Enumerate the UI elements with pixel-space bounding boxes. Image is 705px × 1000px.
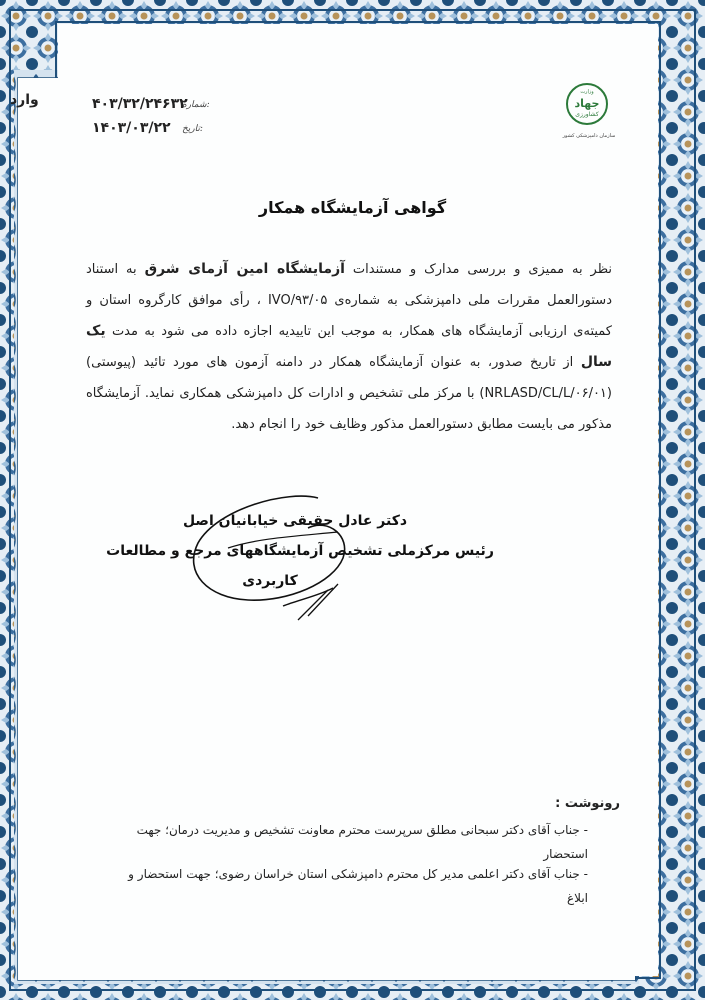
date-label: تاریخ: — [182, 124, 203, 134]
logo-main-text: جهاد — [574, 97, 600, 110]
number-label: شماره: — [182, 100, 210, 110]
copy-recipient-1: - جناب آقای دکتر سبحانی مطلق سرپرست محترم معاونت تشخیص و مدیریت درمان؛ جهت استحضار — [136, 823, 588, 861]
signatory-name: دکتر عادل حقیقی خیابانیان اصل — [182, 513, 408, 529]
signatory-position-line1: رئیس مرکزملی تشخیص آزمایشگاههای مرجع و مطالعات — [106, 543, 494, 559]
laboratory-name: آزمایشگاه امین آزمای شرق — [144, 261, 345, 277]
organization-logo — [560, 80, 618, 140]
certificate-body — [86, 254, 612, 440]
body-text-part2: به استناد دستورالعمل مقررات ملی دامپزشکی به شماره‌ی IVO/۹۳/۰۵ ، رأی موافق کارگروه استان و کمیته‌ی ارزیابی آزمایشگاه های همکار، به موجب این تاییدیه اجازه داده می شود به مدت — [86, 262, 612, 339]
logo-sub-text: کشاورزی — [575, 111, 599, 118]
logo-top-text: وزارت — [580, 89, 594, 95]
copy-recipient-2: - جناب آقای دکتر اعلمی مدیر کل محترم دامپزشکی استان خراسان رضوی؛ جهت استحضار و ابلاغ — [128, 867, 588, 905]
copies-label: رونوشت : — [555, 796, 620, 811]
letter-number: ۴۰۳/۳۲/۲۴۶۳۲ — [92, 96, 188, 112]
letter-date: ۱۴۰۳/۰۳/۲۲ — [92, 120, 171, 136]
body-text-part1: نظر به ممیزی و بررسی مدارک و مستندات — [344, 262, 612, 277]
signatory-position-line2: کاربردی — [242, 573, 298, 589]
approval-duration: یک سال — [86, 323, 612, 370]
body-text-part3: از تاریخ صدور، به عنوان آزمایشگاه همکار در دامنه آزمون های مورد تائید (پیوستی) (NRLASD/CL/L/۰۶/۰۱) با مرکز ملی تشخیص و ادارات کل دامپزشکی همکاری نماید. آزمایشگاه مذکور می بایست مطابق دستورالعمل مذکور وظایف خود را انجام دهد. — [86, 355, 612, 432]
document-title: گواهی آزمایشگاه همکار — [258, 198, 447, 217]
incoming-stamp: وارد — [10, 92, 39, 108]
logo-org-text: سازمان دامپزشکی کشور — [562, 133, 616, 139]
handwritten-signature — [168, 488, 378, 633]
